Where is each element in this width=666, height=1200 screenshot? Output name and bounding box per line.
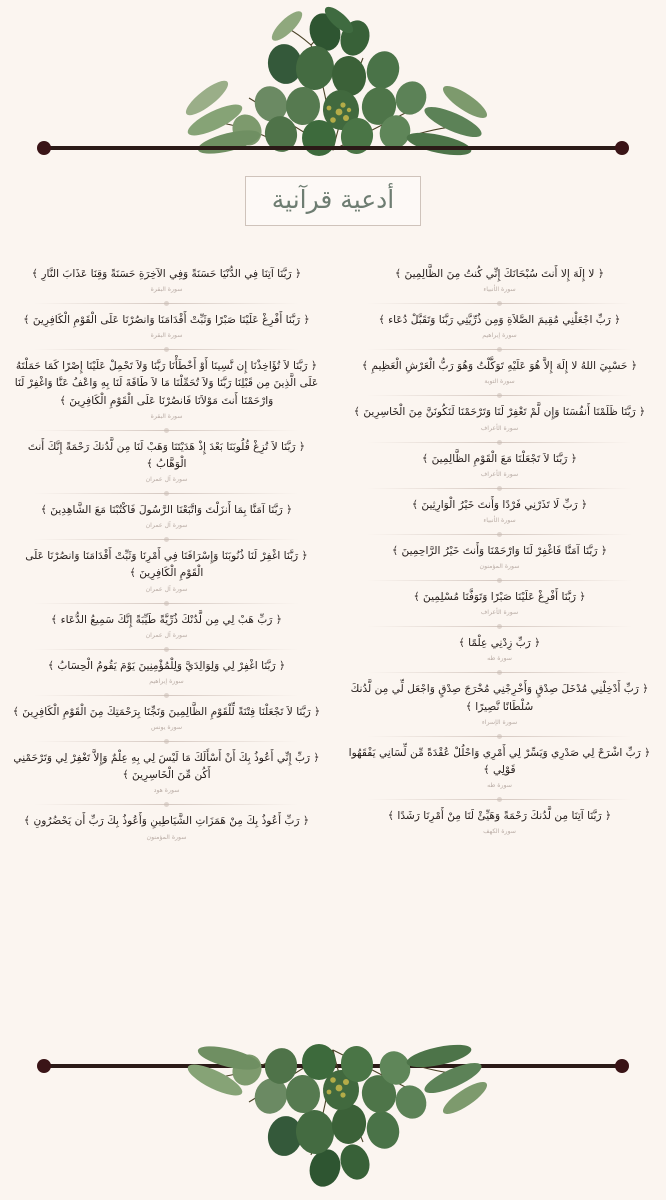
dua-verse-text: ﴿ رَبَّنَا ظَلَمْنَا أَنفُسَنَا وَإِن لَّمْ تَغْفِرْ لَنَا وَتَرْحَمْنَا لَنَكُونَنَّ مِنَ الْخَاسِرِينَ ﴾: [353, 406, 646, 419]
dua-entry: [341, 581, 658, 622]
dua-source-label: سورة هود: [153, 787, 180, 795]
dua-entry: [341, 673, 658, 731]
page-title-box: [245, 176, 422, 226]
dua-source-label: سورة الكهف: [483, 828, 516, 836]
dua-entry: [8, 304, 325, 345]
dua-verse-text: ﴿ رَبِّ أَعُوذُ بِكَ مِنْ هَمَزَاتِ الشَّيَاطِينِ وَأَعُوذُ بِكَ رَبِّ أَن يَحْضُرُونِ ﴾: [23, 815, 310, 828]
dua-source-label: سورة المؤمنون: [146, 833, 187, 841]
dua-verse-text: ﴿ رَبِّ زِدْنِي عِلْمًا ﴾: [458, 637, 541, 650]
dua-source-label: سورة طه: [487, 782, 512, 790]
dua-verse-text: ﴿ رَبَّنَا لاَ تَجْعَلْنَا مَعَ الْقَوْمِ الظَّالِمِينَ ﴾: [422, 452, 577, 465]
dua-source-label: سورة إبراهيم: [149, 677, 184, 685]
dua-source-label: سورة الأعراف: [480, 470, 519, 478]
dua-source-label: سورة آل عمران: [145, 631, 188, 639]
dua-column-right: [0, 258, 333, 847]
dua-entry: [8, 696, 325, 737]
dua-source-label: سورة البقرة: [150, 286, 183, 294]
dua-verse-text: ﴿ رَبَّنَا لاَ تُزِغْ قُلُوبَنَا بَعْدَ إِذْ هَدَيْتَنَا وَهَبْ لَنَا مِن لَّدُنكَ رَحْمَةً إِنَّكَ أَنتَ الْوَهَّابُ ﴾: [27, 440, 306, 470]
dua-verse-text: ﴿ رَبَّنَا آمَنَّا فَاغْفِرْ لَنَا وَارْحَمْنَا وَأَنتَ خَيْرُ الرَّاحِمِينَ ﴾: [391, 544, 608, 557]
dua-entry: [8, 258, 325, 299]
dua-entry: [341, 535, 658, 576]
dua-verse-text: ﴿ رَبَّنَا آمَنَّا بِمَا أَنزَلْتَ وَاتَّبَعْنَا الرَّسُولَ فَاكْتُبْنَا مَعَ الشَّاهِدِينَ ﴾: [40, 504, 293, 517]
dua-entry: [341, 304, 658, 345]
dua-entry: [341, 800, 658, 841]
dua-entry: [8, 742, 325, 800]
dua-entry: [341, 396, 658, 437]
dua-verse-text: ﴿ رَبَّنَا آتِنَا مِن لَّدُنكَ رَحْمَةً وَهَيِّئْ لَنَا مِنْ أَمْرِنَا رَشَدًا ﴾: [387, 810, 612, 823]
dua-verse-text: ﴿ رَبِّ لَا تَذَرْنِي فَرْدًا وَأَنتَ خَيْرُ الْوَارِثِينَ ﴾: [411, 498, 588, 511]
dua-entry: [341, 627, 658, 668]
dua-entry: [341, 489, 658, 530]
dua-verse-text: ﴿ رَبَّنَا أَفْرِغْ عَلَيْنَا صَبْرًا وَتَوَفَّنَا مُسْلِمِينَ ﴾: [413, 591, 586, 604]
dua-entry: [8, 494, 325, 535]
dua-source-label: سورة يونس: [150, 724, 183, 732]
eucalyptus-branch-bottom-icon: [0, 1040, 666, 1200]
dua-verse-text: ﴿ رَبَّنَا أَفْرِغْ عَلَيْنَا صَبْرًا وَثَبِّتْ أَقْدَامَنَا وَانصُرْنَا عَلَى الْقَوْمِ الْكَافِرِينَ ﴾: [23, 314, 310, 327]
page-title: أدعية قرآنية: [271, 185, 395, 214]
dua-source-label: سورة الأنبياء: [483, 286, 516, 294]
dua-source-label: سورة آل عمران: [145, 522, 188, 530]
dua-source-label: سورة آل عمران: [145, 476, 188, 484]
dua-verse-text: ﴿ رَبِّ اشْرَحْ لِي صَدْرِي وَيَسِّرْ لِي أَمْرِي وَاحْلُلْ عُقْدَةً مِّن لِّسَانِي يَفْقَهُوا قَوْلِي ﴾: [348, 746, 651, 776]
dua-source-label: سورة البقرة: [150, 332, 183, 340]
dua-source-label: سورة إبراهيم: [482, 332, 517, 340]
dua-columns: [0, 258, 666, 847]
page-title-container: [0, 176, 666, 226]
divider-rule-top: [44, 146, 622, 150]
dua-verse-text: ﴿ رَبَّنَا لاَ تَجْعَلْنَا فِتْنَةً لِّلْقَوْمِ الظَّالِمِينَ وَنَجِّنَا بِرَحْمَتِكَ مِنَ الْقَوْمِ الْكَافِرِينَ ﴾: [12, 705, 321, 718]
dua-source-label: سورة الإسراء: [481, 718, 518, 726]
dua-source-label: سورة الأعراف: [480, 424, 519, 432]
dua-source-label: سورة طه: [487, 655, 512, 663]
dua-entry: [341, 443, 658, 484]
dua-entry: [8, 540, 325, 598]
dua-source-label: سورة آل عمران: [145, 585, 188, 593]
dua-entry: [8, 350, 325, 425]
dua-entry: [341, 737, 658, 795]
dua-entry: [8, 604, 325, 645]
dua-verse-text: ﴿ رَبِّ أَدْخِلْنِي مُدْخَلَ صِدْقٍ وَأَخْرِجْنِي مُخْرَجَ صِدْقٍ وَاجْعَل لِّي مِن لَّدُنكَ سُلْطَانًا نَّصِيرًا ﴾: [350, 683, 649, 713]
dua-verse-text: ﴿ رَبِّ إِنِّي أَعُوذُ بِكَ أَنْ أَسْأَلَكَ مَا لَيْسَ لِي بِهِ عِلْمٌ وَإِلاَّ تَغْفِرْ لِي وَتَرْحَمْنِي أَكُن مِّنَ الْخَاسِرِينَ ﴾: [13, 752, 320, 782]
dua-verse-text: ﴿ رَبِّ اجْعَلْنِي مُقِيمَ الصَّلاَةِ وَمِن ذُرِّيَّتِي رَبَّنَا وَتَقَبَّلْ دُعَاء ﴾: [378, 314, 621, 327]
dua-verse-text: ﴿ رَبَّنَا اغْفِرْ لَنَا ذُنُوبَنَا وَإِسْرَافَنَا فِي أَمْرِنَا وَثَبِّتْ أَقْدَامَنَا وَانصُرْنَا عَلَى الْقَوْمِ الْكَافِرِينَ ﴾: [25, 550, 308, 580]
dua-source-label: سورة الأعراف: [480, 609, 519, 617]
dua-verse-text: ﴿ رَبَّنَا آتِنَا فِي الدُّنْيَا حَسَنَةً وَفِي الآخِرَةِ حَسَنَةً وَقِنَا عَذَابَ النَّارِ ﴾: [31, 268, 302, 280]
dua-source-label: سورة المؤمنون: [479, 563, 520, 571]
dua-source-label: سورة الأنبياء: [483, 516, 516, 524]
eucalyptus-branch-top-icon: [0, 0, 666, 160]
dua-source-label: سورة التوبة: [484, 378, 515, 386]
dua-verse-text: ﴿ حَسْبِيَ اللهُ لا إِلَهَ إِلاَّ هُوَ عَلَيْهِ تَوَكَّلْتُ وَهُوَ رَبُّ الْعَرْشِ الْعَظِيمِ ﴾: [361, 360, 638, 373]
dua-verse-text: ﴿ رَبِّ هَبْ لِي مِن لَّدُنْكَ ذُرِّيَّةً طَيِّبَةً إِنَّكَ سَمِيعُ الدُّعَاء ﴾: [51, 613, 282, 626]
dua-verse-text: ﴿ لا إِلَهَ إِلا أَنتَ سُبْحَانَكَ إِنِّي كُنتُ مِنَ الظَّالِمِينَ ﴾: [394, 268, 605, 280]
dua-source-label: سورة البقرة: [150, 412, 183, 420]
dua-entry: [341, 258, 658, 299]
dua-entry: [341, 350, 658, 391]
dua-column-left: [333, 258, 666, 847]
dua-entry: [8, 431, 325, 489]
dua-verse-text: ﴿ رَبَّنَا اغْفِرْ لِي وَلِوَالِدَيَّ وَلِلْمُؤْمِنِينَ يَوْمَ يَقُومُ الْحِسَابُ ﴾: [47, 659, 286, 672]
dua-verse-text: ﴿ رَبَّنَا لاَ تُؤَاخِذْنَا إِن نَّسِينَا أَوْ أَخْطَأْنَا رَبَّنَا وَلاَ تَحْمِلْ عَلَيْنَا إِصْرًا كَمَا حَمَلْتَهُ عَلَى الَّذِينَ مِن قَبْلِنَا رَبَّنَا وَلاَ تُحَمِّلْنَا مَا لاَ طَاقَةَ لَنَا بِهِ وَاعْفُ عَنَّا وَاغْفِرْ لَنَا وَارْحَمْنَا أَنتَ مَوْلاَنَا فَانصُرْنَا عَلَى الْقَوْمِ الْكَافِرِينَ ﴾: [14, 360, 319, 407]
dua-entry: [8, 805, 325, 846]
dua-entry: [8, 650, 325, 691]
